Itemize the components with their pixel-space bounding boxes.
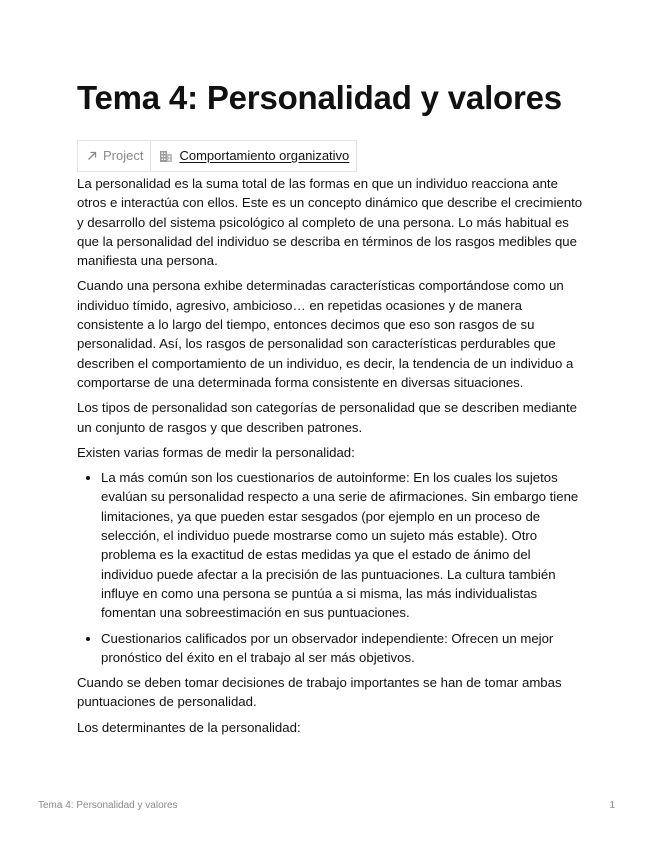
document-body <box>77 174 583 743</box>
paragraph: La personalidad es la suma total de las formas en que un individuo reacciona ante otros e interactúa con ellos. Este es un concepto dinámico que describe el crecimiento y desarrollo del sistema psicológico al completo de una persona. Lo más habitual es que la personalidad del individuo se describa en términos de los rasgos medibles que manifiesta una persona. <box>77 176 583 269</box>
project-link[interactable]: Comportamiento organizativo <box>179 148 350 163</box>
property-key <box>78 141 151 171</box>
page-title: Tema 4: Personalidad y valores <box>77 79 562 116</box>
bullet-item: • Cuestionarios calificados por un observador independiente: Ofrecen un mejor pronóstico del éxito en el trabajo al ser más objetivos. <box>101 629 583 668</box>
paragraph: Los determinantes de la personalidad: <box>77 719 301 735</box>
paragraph: Los tipos de personalidad son categorías de personalidad que se describen mediante un conjunto de rasgos y que describen patrones. <box>77 400 577 435</box>
arrow-up-right-icon <box>87 151 97 161</box>
building-icon <box>159 149 173 163</box>
bullet-item: • La más común son los cuestionarios de autoinforme: En los cuales los sujetos evalúan su personalidad respecto a una serie de afirmaciones. Sin embargo tiene limitaciones, ya que pueden estar sesgados (por ejemplo en un proceso de selección, el individuo puede mostrarse como un sujeto más estable). Otro problema es la exactitud de estas medidas ya que el estado de ánimo del individuo puede afectar a la precisión de las puntuaciones. La cultura también influye en como una persona se puntúa a si misma, las más individualistas fomentan una sobreestimación en sus puntuaciones. <box>101 468 583 622</box>
bullet-list <box>77 468 583 667</box>
paragraph: Existen varias formas de medir la personalidad: <box>77 444 355 460</box>
footer-title: Tema 4: Personalidad y valores <box>38 800 178 811</box>
paragraph: Cuando una persona exhibe determinadas características comportándose como un individuo tímido, agresivo, ambicioso… en repetidas ocasiones y de manera consistente a lo largo del tiempo, entonces decimos que eso son rasgos de su personalidad. Así, los rasgos de personalidad son características perdurables que describen el comportamiento de un individuo, es decir, la tendencia de un individuo a comportarse de una determinada forma consistente en diversas situaciones. <box>77 278 574 390</box>
property-key-label: Project <box>103 148 144 163</box>
paragraph: Cuando se deben tomar decisiones de trabajo importantes se han de tomar ambas puntuaciones de personalidad. <box>77 675 562 710</box>
properties-table <box>77 140 357 172</box>
property-value <box>151 141 356 171</box>
page-number: 1 <box>609 800 615 811</box>
